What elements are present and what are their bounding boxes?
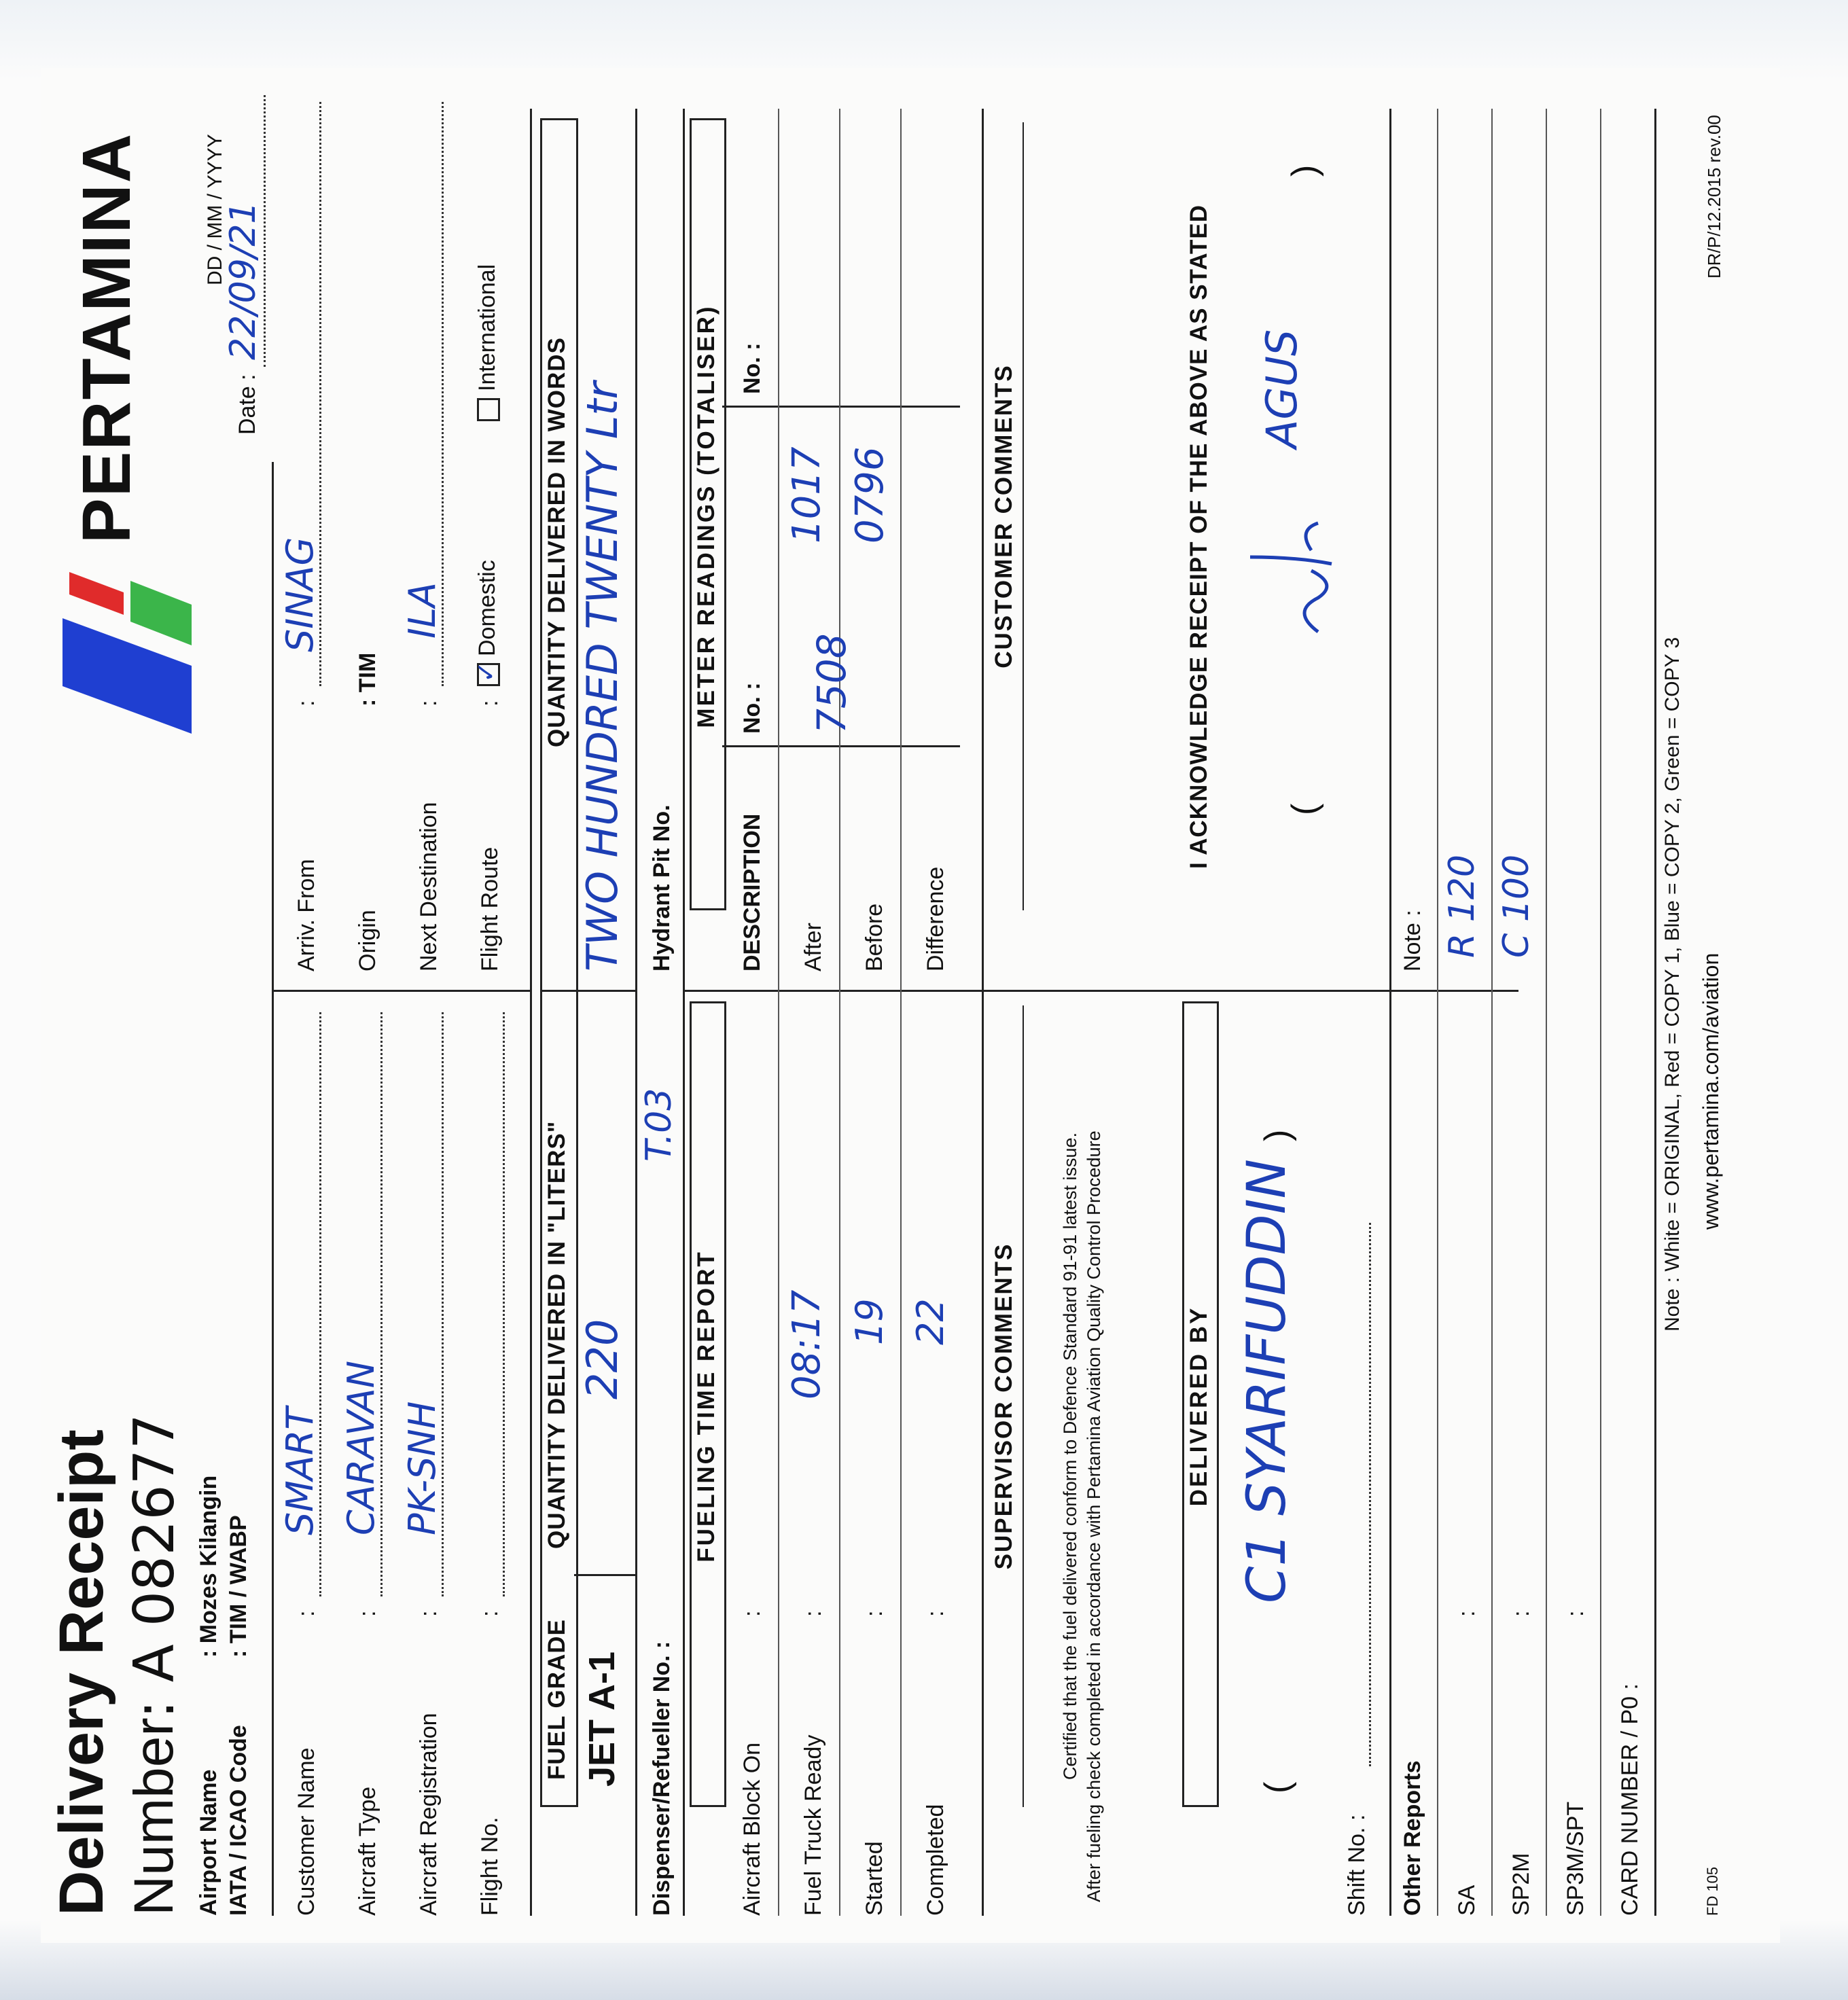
certification-line-2: After fueling check completed in accordance with Pertamina Aviation Quality Control Procedure [1084, 1130, 1104, 1902]
meter-no1-reading: 7508 [808, 633, 855, 734]
deliverer-close-paren: ) [1258, 1129, 1297, 1141]
arriv-colon: : [294, 700, 319, 707]
reports-rule-2 [1491, 109, 1493, 1916]
customer-comments-header: CUSTOMER COMMENTS [991, 364, 1017, 668]
date-colon: : [234, 374, 260, 380]
aircraft-type-label: Aircraft Type [355, 1786, 380, 1916]
receiver-name: AGUS [1257, 329, 1307, 448]
completed-value: 22 [909, 1298, 952, 1345]
sp3m-label: SP3M/SPT [1563, 1801, 1588, 1916]
acknowledge-header: I ACKNOWLEDGE RECEIPT OF THE ABOVE AS STATED [1186, 204, 1212, 870]
date-value: 22/09/21 [223, 201, 264, 360]
sp2m-value: C 100 [1496, 854, 1537, 958]
started-label: Started [861, 1841, 887, 1916]
shift-dotline [1369, 1223, 1371, 1766]
next-destination-label: Next Destination [416, 802, 442, 971]
time-meter-divider [683, 990, 982, 992]
liters-value: 220 [578, 1319, 627, 1399]
words-header: QUANTITY DELIVERED IN WORDS [544, 337, 570, 747]
truck-ready-label: Fuel Truck Ready [800, 1734, 826, 1916]
after-value: 1017 [785, 446, 829, 543]
origin-value: : TIM [355, 652, 380, 707]
meter-col-1 [722, 745, 960, 747]
reports-rule-4 [1600, 109, 1601, 1916]
grade-divider [574, 1574, 635, 1576]
aircraft-type-colon: : [355, 1610, 380, 1617]
deliverer-signature: C1 SYARIFUDDIN [1237, 1159, 1298, 1603]
dispenser-rule [683, 109, 685, 1916]
certification-line-1: Certified that the fuel delivered conform to Defence Standard 91-91 latest issue. [1060, 1132, 1080, 1780]
customer-name-label: Customer Name [294, 1747, 319, 1916]
international-checkbox[interactable] [477, 398, 500, 421]
delivery-receipt-form [41, 68, 1780, 1943]
reports-note-label: Note : [1400, 910, 1425, 971]
flight-no-dotline [503, 1012, 505, 1596]
words-value: TWO HUNDRED TWENTY Ltr [578, 381, 627, 971]
reports-top-rule [1389, 109, 1391, 1916]
reports-bottom-rule [1654, 109, 1656, 1916]
comments-top-rule [982, 109, 984, 1916]
receipt-number: : A 082677 [122, 1414, 187, 1719]
other-reports-header: Other Reports [1400, 1760, 1425, 1916]
next-colon: : [416, 700, 442, 707]
date-dotline [264, 95, 266, 367]
liters-header: QUANTITY DELIVERED IN "LITERS" [544, 1120, 570, 1549]
truck-ready-value: 08:17 [785, 1289, 829, 1399]
deliverer-open-paren: ( [1258, 1781, 1297, 1793]
flight-route-label: Flight Route [477, 846, 503, 971]
quantity-bottom-rule [635, 109, 637, 1916]
sp3m-colon: : [1563, 1610, 1588, 1617]
sp2m-colon: : [1508, 1610, 1534, 1617]
arriv-from-value: SINAG [279, 537, 321, 652]
qty-divider [540, 990, 635, 992]
domestic-checkbox[interactable] [477, 663, 500, 686]
meter-rule-2 [839, 109, 840, 992]
website-url: www.pertamina.com/aviation [1699, 952, 1723, 1230]
date-format: DD / MM / YYYY [204, 134, 226, 285]
row-rule-2 [839, 992, 840, 1916]
before-label: Before [861, 903, 887, 971]
before-value: 0796 [848, 446, 892, 543]
receiver-signature-icon [1237, 489, 1345, 639]
international-label: International [474, 264, 500, 391]
header-rule [272, 462, 274, 1916]
receiver-close-paren: ) [1285, 164, 1324, 177]
meter-col-2 [722, 406, 960, 408]
difference-label: Difference [923, 866, 948, 971]
international-option[interactable] [474, 264, 501, 421]
reports-rule-1 [1437, 109, 1438, 1916]
meter-rule-3 [900, 109, 902, 992]
description-header: DESCRIPTION [739, 813, 765, 971]
domestic-option[interactable] [474, 560, 501, 686]
aircraft-type-value: CARAVAN [340, 1360, 383, 1535]
started-value: 19 [848, 1298, 891, 1345]
route-colon: : [477, 700, 503, 707]
sp2m-label: SP2M [1508, 1853, 1534, 1916]
delivered-by-header: DELIVERED BY [1186, 1306, 1212, 1507]
reports-rule-3 [1546, 109, 1547, 1916]
arriv-from-label: Arriv. From [294, 859, 319, 971]
iata-code-value: : TIM / WABP [226, 1515, 251, 1658]
airport-name-value: : Mozes Kilangin [196, 1475, 221, 1658]
hydrant-pit-label: Hydrant Pit No. [649, 804, 675, 971]
completed-colon: : [923, 1610, 948, 1617]
block-on-label: Aircraft Block On [739, 1742, 765, 1916]
completed-label: Completed [923, 1804, 948, 1916]
flight-no-label: Flight No. [477, 1817, 503, 1916]
sa-colon: : [1454, 1610, 1480, 1617]
registration-colon: : [416, 1610, 442, 1617]
form-revision: DR/P/12.2015 rev.00 [1704, 115, 1724, 279]
after-label: After [800, 923, 826, 971]
customer-name-value: SMART [279, 1407, 321, 1535]
supervisor-rule [1023, 1005, 1024, 1807]
meter-no-1: No. : [739, 682, 765, 734]
meter-rule-1 [778, 109, 779, 992]
customer-colon: : [294, 1610, 319, 1617]
airport-name-label: Airport Name [196, 1769, 221, 1916]
sa-label: SA [1454, 1885, 1480, 1916]
iata-code-label: IATA / ICAO Code [226, 1725, 251, 1916]
logo-green-shape [130, 581, 192, 645]
registration-value: PK-SNH [401, 1401, 444, 1535]
domestic-label: Domestic [474, 560, 500, 656]
row-rule-3 [900, 992, 902, 1916]
pertamina-logo-icon [49, 571, 198, 747]
registration-label: Aircraft Registration [416, 1713, 442, 1916]
dispenser-label: Dispenser/Refueller No. : [649, 1641, 675, 1916]
block-on-colon: : [739, 1610, 765, 1617]
card-number-label: CARD NUMBER / P0 : [1617, 1683, 1643, 1916]
form-title: Delivery Receipt [47, 1429, 116, 1916]
customer-rule [1023, 122, 1024, 910]
supervisor-comments-header: SUPERVISOR COMMENTS [991, 1243, 1017, 1570]
number-label: Number [123, 1717, 185, 1916]
logo-red-shape [69, 572, 124, 615]
fuel-grade-value: JET A-1 [582, 1651, 622, 1787]
fueling-time-header: FUELING TIME REPORT [693, 1250, 719, 1562]
fuel-grade-header: FUEL GRADE [544, 1619, 570, 1780]
quantity-top-rule [530, 109, 532, 1916]
dispenser-value: T.03 [639, 1088, 679, 1162]
brand-name: PERTAMINA [69, 132, 145, 543]
next-destination-value: ILA [401, 582, 444, 639]
flight-no-colon: : [477, 1610, 503, 1617]
origin-label: Origin [355, 910, 380, 971]
meter-header: METER READINGS (TOTALISER) [693, 304, 719, 728]
started-colon: : [861, 1610, 887, 1617]
date-label: Date [234, 386, 260, 435]
sa-value: R 120 [1442, 855, 1482, 958]
receiver-open-paren: ( [1285, 803, 1324, 815]
form-code: FD 105 [1704, 1866, 1721, 1916]
truck-ready-colon: : [800, 1610, 826, 1617]
meter-no-2: No. : [739, 342, 765, 394]
row-rule-1 [778, 992, 779, 1916]
copy-note: Note : White = ORIGINAL, Red = COPY 1, Blue = COPY 2, Green = COPY 3 [1661, 637, 1684, 1332]
fields-divider [272, 990, 530, 992]
shift-label: Shift No. : [1344, 1814, 1370, 1916]
